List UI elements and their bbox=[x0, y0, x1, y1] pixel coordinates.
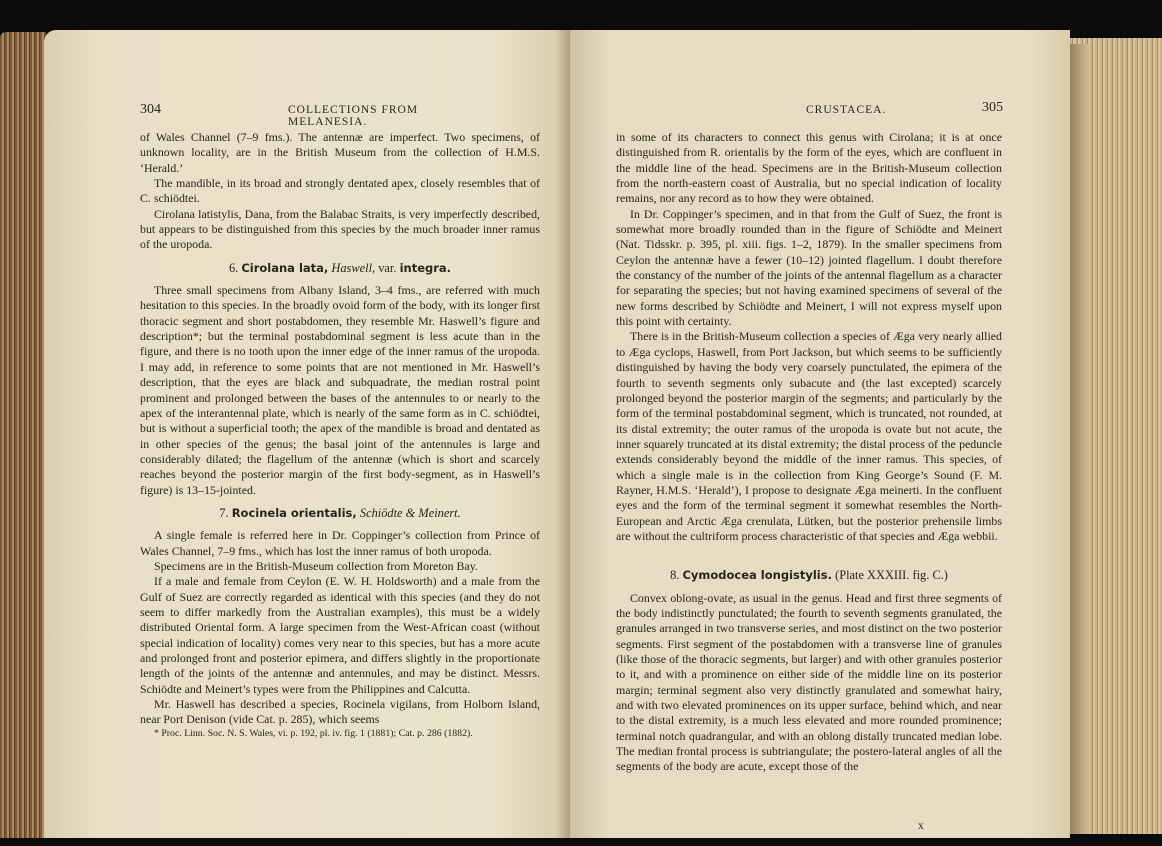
species-author: Haswell, bbox=[331, 260, 376, 275]
book bbox=[0, 8, 1162, 838]
section-number: 8. bbox=[670, 568, 680, 583]
left-page-edges bbox=[0, 32, 46, 838]
section-heading-7 bbox=[140, 506, 540, 521]
page-stack-shadow bbox=[1068, 44, 1090, 834]
left-body-text bbox=[140, 130, 540, 740]
paragraph: Mr. Haswell has described a species, Rocinela vigilans, from Holborn Island, near Port Denison (vide Cat. p. 285), which seems bbox=[140, 697, 540, 727]
paragraph: Convex oblong-ovate, as usual in the genus. Head and first three segments of the body indistinctly punctulated; the fourth to seventh segments granulated, the granules arranged in two transverse series, and most distinct on the two posterior segments. First segment of the postabdomen with a transverse line of granules (like those of the thoracic segments, but larger) and with other granules posterior to it, and with a prominence on either side of the middle line on its posterior margin; terminal segment also very distinctly granulated and somewhat hairy, and with two elevated prominences on its upper surface, behind which, and near to the distal extremity, is a much less elevated and more rounded prominence; terminal notch quadrangular, and with an oblong distally truncated median lobe. The median frontal process is subtriangulate; the postero-lateral angles of all the segments of the body are acute, except those of the bbox=[616, 590, 1002, 774]
species-author: Schiödte & Meinert. bbox=[359, 505, 461, 520]
variety-label: var. bbox=[378, 260, 397, 275]
species-name: Cirolana lata, bbox=[241, 260, 329, 275]
paragraph: A single female is referred here in Dr. Coppinger’s collection from Prince of Wales Channel, 7–9 fms., which has lost the inner ramus of both uropoda. bbox=[140, 528, 540, 558]
section-heading-8 bbox=[616, 568, 1002, 583]
section-number: 6. bbox=[228, 260, 239, 275]
left-page bbox=[44, 30, 570, 838]
paragraph: of Wales Channel (7–9 fms.). The antennæ are imperfect. Two specimens, of unknown locality, are in the British Museum from the collection of H.M.S. ‘Herald.’ bbox=[140, 130, 540, 175]
paragraph: in some of its characters to connect this genus with Cirolana; it is at once distinguished from R. orientalis by the form of the eyes, which are confluent in the middle line of the head. Specimens are in the British-Museum collection from the north-eastern coast of Australia, but no special indication of locality remains, nor any record as to how they were obtained. bbox=[616, 130, 1002, 206]
section-heading-6 bbox=[140, 261, 540, 276]
paragraph: The mandible, in its broad and strongly dentated apex, closely resembles that of C. schiödtei. bbox=[140, 176, 540, 206]
paragraph: Cirolana latistylis, Dana, from the Balabac Straits, is very imperfectly described, but appears to be distinguished from this species by the much broader inner ramus of the uropoda. bbox=[140, 206, 540, 252]
plate-reference: (Plate XXXIII. fig. C.) bbox=[835, 568, 948, 583]
footnote: * Proc. Linn. Soc. N. S. Wales, vi. p. 192, pl. iv. fig. 1 (1881); Cat. p. 286 (1882). bbox=[154, 727, 473, 739]
species-name: Cymodocea longistylis. bbox=[682, 568, 832, 583]
species-name: Rocinela orientalis, bbox=[231, 505, 357, 520]
left-page-number: 304 bbox=[140, 102, 161, 117]
right-running-title: CRUSTACEA. bbox=[806, 104, 887, 116]
paragraph: Specimens are in the British-Museum collection from Moreton Bay. bbox=[154, 558, 478, 573]
paragraph: Three small specimens from Albany Island, 3–4 fms., are referred with much hesitation to this species. In the broadly ovoid form of the body, with its longer first thoracic segment and short postabdomen, they resemble Mr. Haswell’s figure and description*; but the terminal postabdominal segment is less acute than in the figure, and there is no tooth upon the inner edge of the inner ramus of the uropoda. I may add, in reference to some points that are not mentioned in Mr. Haswell’s description, that the eyes are black and subquadrate, the median rostral point prominent and prolonged between the bases of the antennules to or nearly to the apex of the interantennal plate, which is nearly of the same form as in C. schiödtei, but is without a superficial tooth; the apex of the mandible is broad and dentated as in other species of the genus; the basal joint of the antennules is large and considerably dilated; the flagellum of the antennæ (which is short and scarcely reaches beyond the posterior margin of the first body-segment, as in Haswell’s figure) is 13–15-jointed. bbox=[140, 283, 540, 497]
section-number: 7. bbox=[219, 505, 229, 520]
left-running-title: COLLECTIONS FROM MELANESIA. bbox=[288, 104, 419, 128]
paragraph: There is in the British-Museum collection a species of Æga very nearly allied to Æga cyclops, Haswell, from Port Jackson, but which seems to be sufficiently distinguished by having the body very coarsely punctulated, the epimera of the fourth to seventh segments only subacute and (the last excepted) scarcely prolonged beyond the posterior margin of the segments; and particularly by the form of the terminal postabdominal segment, which is truncated, not rounded, at its distal extremity; the outer ramus of the uropoda is ovate but not acute, the inner squarely truncated at its distal extremity; the distal process of the peduncle extends considerably beyond the middle of the inner ramus. This species, of which a single male is in the collection from King George’s Sound (F. M. Rayner, H.M.S. ‘Herald’), I propose to designate Æga meinerti. In the confluent eyes and the form of the terminal segment it somewhat resembles the North-European and Arctic Æga crenulata, Lütken, but the posterior prehensile limbs are without the cultriform process characteristic of that species and Æga webbii. bbox=[616, 329, 1002, 543]
left-running-head bbox=[140, 102, 480, 128]
variety-name: integra. bbox=[399, 260, 452, 275]
paragraph: In Dr. Coppinger’s specimen, and in that from the Gulf of Suez, the front is somewhat more broadly rounded than in the figure of Schiödte and Meinert (Nat. Tidsskr. p. 395, pl. xiii. figs. 1–2, 1879). In the smaller specimens from Ceylon the antennæ have a fewer (10–12) jointed flagellum. I doubt therefore the constancy of the number of the joints of the antennal flagellum as a character for separating the species; but not having examined specimens of several of the new forms described by Schiödte and Meinert, I will not express myself upon this point with certainty. bbox=[616, 206, 1002, 329]
right-body-text bbox=[616, 130, 1002, 775]
signature-mark: x bbox=[918, 820, 924, 832]
paragraph: If a male and female from Ceylon (E. W. H. Holdsworth) and a male from the Gulf of Suez are correctly regarded as identical with this species (and they do not seem to differ markedly from the Australian examples), this must be a widely distributed Oriental form. A large specimen from the West-African coast (without special indication of locality) comes very near to this species, but has a more acute and prolonged front and posterior epimera, and differs slightly in the proportionate length of the joints of the antennæ and antennules, and may be distinct. Messrs. Schiödte and Meinert’s types were from the Philippines and Calcutta. bbox=[140, 574, 540, 696]
right-page-number: 305 bbox=[982, 100, 1003, 115]
right-page bbox=[570, 30, 1070, 838]
